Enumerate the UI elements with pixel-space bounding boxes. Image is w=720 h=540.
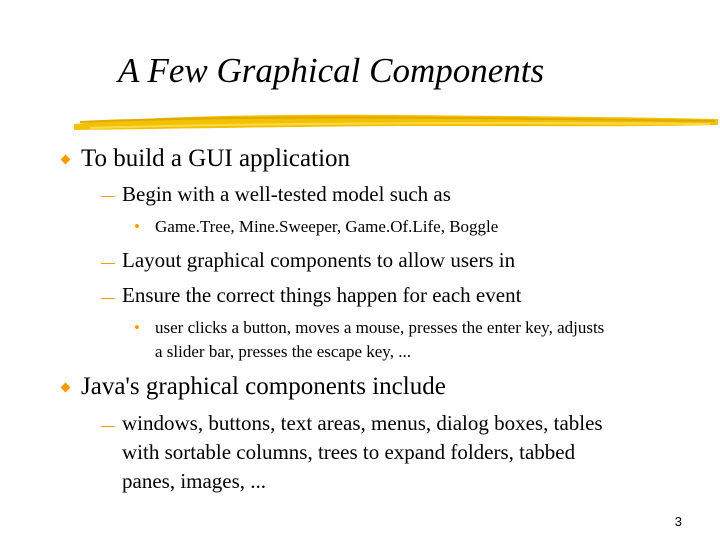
diamond-bullet-icon [61, 383, 71, 393]
dot-bullet-icon: • [134, 318, 140, 337]
dash-bullet-icon [101, 298, 115, 299]
sub-sub-bullet-user-actions-line2: a slider bar, presses the escape key, ... [155, 342, 411, 361]
sub-bullet-begin-model: Begin with a well-tested model such as [122, 182, 451, 206]
dot-bullet-icon: • [134, 217, 140, 236]
sub-sub-bullet-model-examples: Game.Tree, Mine.Sweeper, Game.Of.Life, Boggle [155, 217, 499, 236]
sub-bullet-ensure-events: Ensure the correct things happen for each event [122, 283, 522, 307]
title-underline-brushstroke [70, 108, 720, 134]
slide-title: A Few Graphical Components [118, 51, 545, 90]
dash-bullet-icon [101, 426, 115, 427]
page-number: 3 [674, 514, 682, 529]
sub-bullet-component-list-line2: with sortable columns, trees to expand folders, tabbed [122, 440, 576, 464]
diamond-bullet-icon [61, 155, 71, 165]
sub-bullet-component-list-line1: windows, buttons, text areas, menus, dialog boxes, tables [122, 411, 603, 435]
sub-sub-bullet-user-actions-line1: user clicks a button, moves a mouse, presses the enter key, adjusts [155, 318, 605, 337]
dash-bullet-icon [101, 263, 115, 264]
bullet-java-components: Java's graphical components include [81, 373, 446, 400]
bullet-gui-application: To build a GUI application [81, 145, 351, 172]
dash-bullet-icon [101, 196, 115, 197]
sub-bullet-layout-components: Layout graphical components to allow users in [122, 248, 516, 272]
sub-bullet-component-list-line3: panes, images, ... [122, 469, 267, 493]
